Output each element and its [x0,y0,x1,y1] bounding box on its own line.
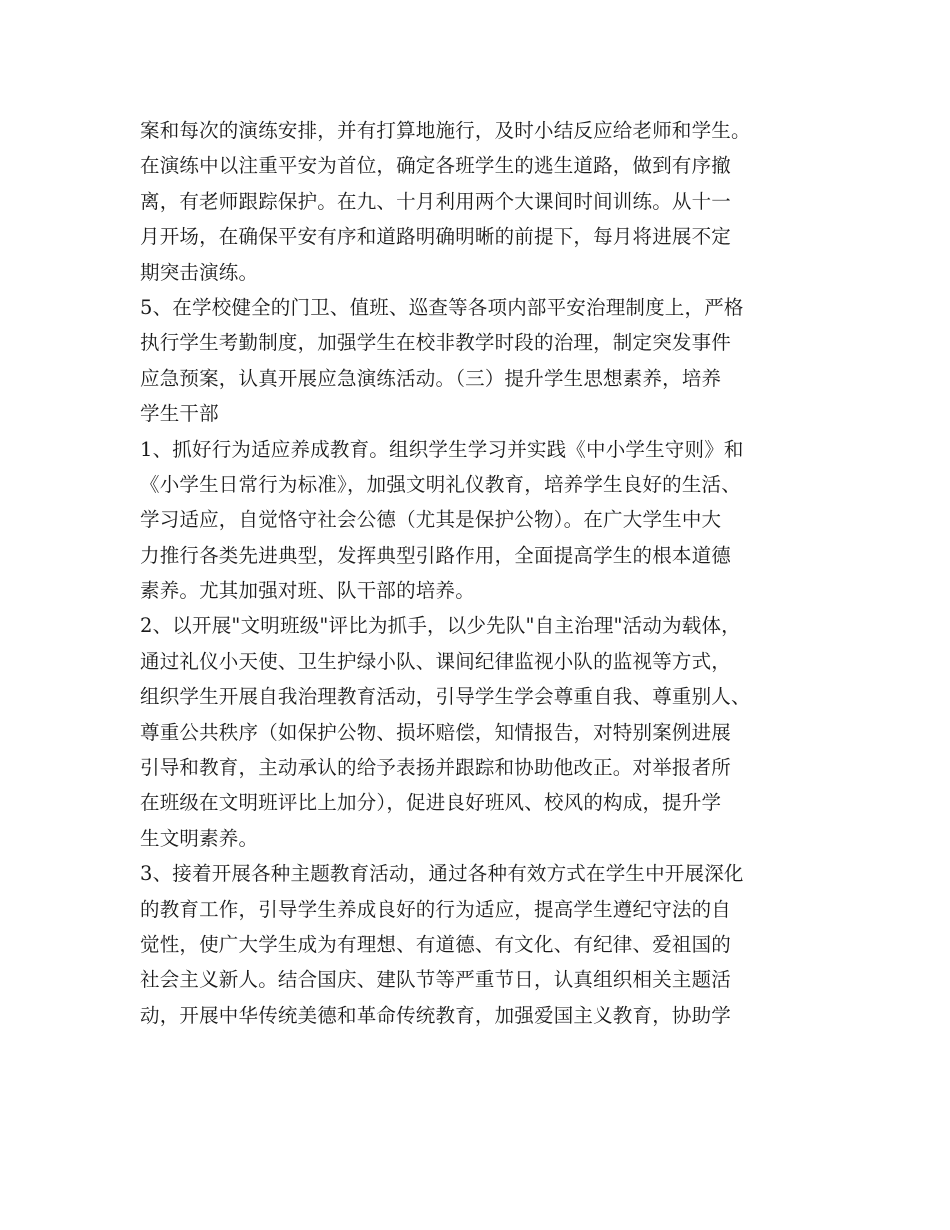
text-line: 学习适应，自觉恪守社会公德（尤其是保护公物）。在广大学生中大 [140,508,722,532]
text-line: 案和每次的演练安排，并有打算地施行，及时小结反应给老师和学生。 [140,119,751,142]
text-line: 生文明素养。 [140,826,259,850]
text-line: 应急预案，认真开展应急演练活动。（三）提升学生思想素养，培养 [140,366,722,390]
text-line: 引导和教育，主动承认的给予表扬并跟踪和协助他改正。对举报者所 [140,756,732,780]
text-line: 1、抓好行为适应养成教育。组织学生学习并实践《中小学生守则》和 [140,437,744,461]
text-line: 组织学生开展自我治理教育活动，引导学生学会尊重自我、尊重别人、 [140,685,751,709]
text-line: 在演练中以注重平安为首位，确定各班学生的逃生道路，做到有序撤 [140,154,732,178]
text-line: 离，有老师跟踪保护。在九、十月利用两个大课间时间训练。从十一 [140,189,732,213]
body-text [140,113,830,1033]
text-line: 3、接着开展各种主题教育活动，通过各种有效方式在学生中开展深化 [140,862,744,886]
text-line: 执行学生考勤制度，加强学生在校非教学时段的治理，制定突发事件 [140,331,732,355]
text-line: 期突击演练。 [140,260,259,284]
text-line: 动，开展中华传统美德和革命传统教育，加强爱国主义教育，协助学 [140,1003,732,1027]
text-line: 的教育工作，引导学生养成良好的行为适应，提高学生遵纪守法的自 [140,897,732,921]
text-line: 觉性，使广大学生成为有理想、有道德、有文化、有纪律、爱祖国的 [140,932,732,956]
text-line: 尊重公共秩序（如保护公物、损坏赔偿，知情报告，对特别案例进展 [140,720,732,744]
text-line: 力推行各类先进典型，发挥典型引路作用，全面提高学生的根本道德 [140,543,732,567]
text-line: 5、在学校健全的门卫、值班、巡查等各项内部平安治理制度上，严格 [140,295,744,319]
text-line: 社会主义新人。结合国庆、建队节等严重节日，认真组织相关主题活 [140,968,732,992]
text-line: 通过礼仪小天使、卫生护绿小队、课间纪律监视小队的监视等方式， [140,649,732,673]
text-line: 《小学生日常行为标准》，加强文明礼仪教育，培养学生良好的生活、 [140,472,741,496]
text-line: 学生干部 [140,402,219,426]
text-line: 月开场，在确保平安有序和道路明确明晰的前提下，每月将进展不定 [140,225,732,249]
text-line: 2、以开展"文明班级"评比为抓手，以少先队"自主治理"活动为载体， [140,614,741,638]
text-line: 在班级在文明班评比上加分），促进良好班风、校风的构成，提升学 [140,791,722,815]
text-line: 素养。尤其加强对班、队干部的培养。 [140,579,475,603]
